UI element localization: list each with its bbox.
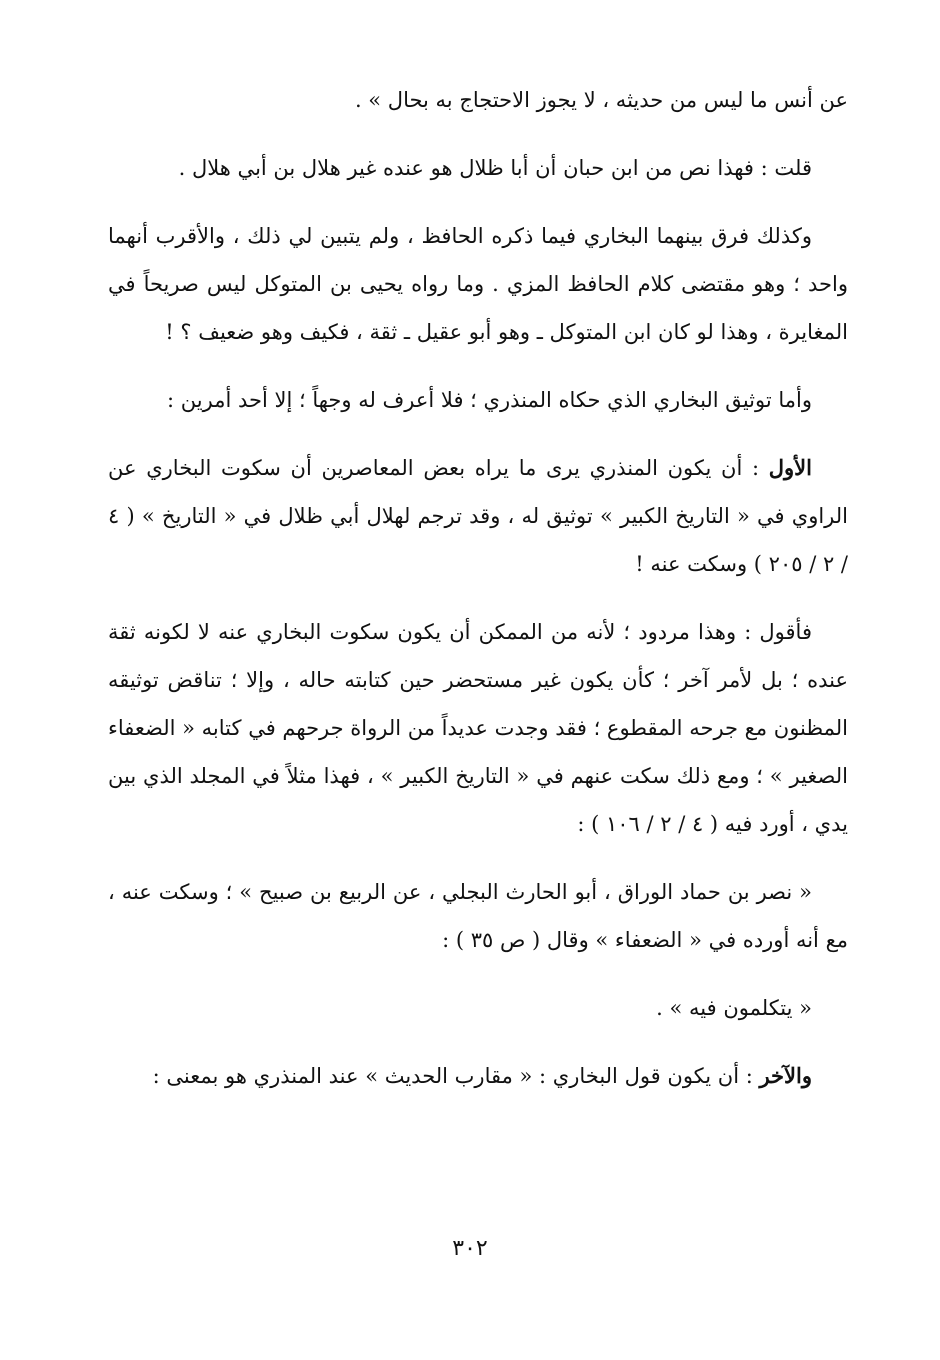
paragraph-text: قلت : فهذا نص من ابن حبان أن أبا ظلال هو عنده غير هلال بن أبي هلال . xyxy=(178,156,812,180)
paragraph-1 xyxy=(108,76,848,124)
paragraph-2 xyxy=(108,144,848,192)
paragraph-text: « نصر بن حماد الوراق ، أبو الحارث البجلي ، عن الربيع بن صبيح » ؛ وسكت عنه ، مع أنه أورده في « الضعفاء » وقال ( ص ٣٥ ) : xyxy=(108,880,848,952)
paragraph-lead: الأول xyxy=(768,455,812,480)
paragraph-text: « يتكلمون فيه » . xyxy=(656,996,812,1020)
document-body xyxy=(108,76,848,1120)
page-number: ٣٠٢ xyxy=(452,1236,488,1261)
paragraph-lead: والآخر xyxy=(759,1063,812,1088)
paragraph-3 xyxy=(108,212,848,356)
paragraph-text: : أن يكون قول البخاري : « مقارب الحديث » عند المنذري هو بمعنى : xyxy=(152,1064,760,1088)
paragraph-text: : أن يكون المنذري يرى ما يراه بعض المعاصرين أن سكوت البخاري عن الراوي في « التاريخ الكبير » توثيق له ، وقد ترجم لهلال أبي ظلال في « التاريخ » ( ٤ / ٢ / ٢٠٥ ) وسكت عنه ! xyxy=(108,456,848,576)
paragraph-text: فأقول : وهذا مردود ؛ لأنه من الممكن أن يكون سكوت البخاري عنه لا لكونه ثقة عنده ؛ بل لأمر آخر ؛ كأن يكون غير مستحضر حين كتابته حاله ، وإلا ؛ تناقض توثيقه المظنون مع جرحه المقطوع ؛ فقد وجدت عديداً من الرواة جرحهم في كتابه « الضعفاء الصغير » ؛ ومع ذلك سكت عنهم في « التاريخ الكبير » ، فهذا مثلاً في المجلد الذي بين يدي ، أورد فيه ( ٤ / ٢ / ١٠٦ ) : xyxy=(108,620,848,836)
paragraph-text: وكذلك فرق بينهما البخاري فيما ذكره الحافظ ، ولم يتبين لي ذلك ، والأقرب أنهما واحد ؛ وهو مقتضى كلام الحافظ المزي . وما رواه يحيى بن المتوكل ليس صريحاً في المغايرة ، وهذا لو كان ابن المتوكل ـ وهو أبو عقيل ـ ثقة ، فكيف وهو ضعيف ؟ ! xyxy=(108,224,848,344)
paragraph-7 xyxy=(108,868,848,964)
paragraph-6 xyxy=(108,608,848,848)
paragraph-4 xyxy=(108,376,848,424)
paragraph-text: وأما توثيق البخاري الذي حكاه المنذري ؛ فلا أعرف له وجهاً ؛ إلا أحد أمرين : xyxy=(167,388,812,412)
paragraph-text: عن أنس ما ليس من حديثه ، لا يجوز الاحتجاج به بحال » . xyxy=(354,88,848,112)
paragraph-5 xyxy=(108,444,848,588)
paragraph-8 xyxy=(108,984,848,1032)
paragraph-9 xyxy=(108,1052,848,1100)
